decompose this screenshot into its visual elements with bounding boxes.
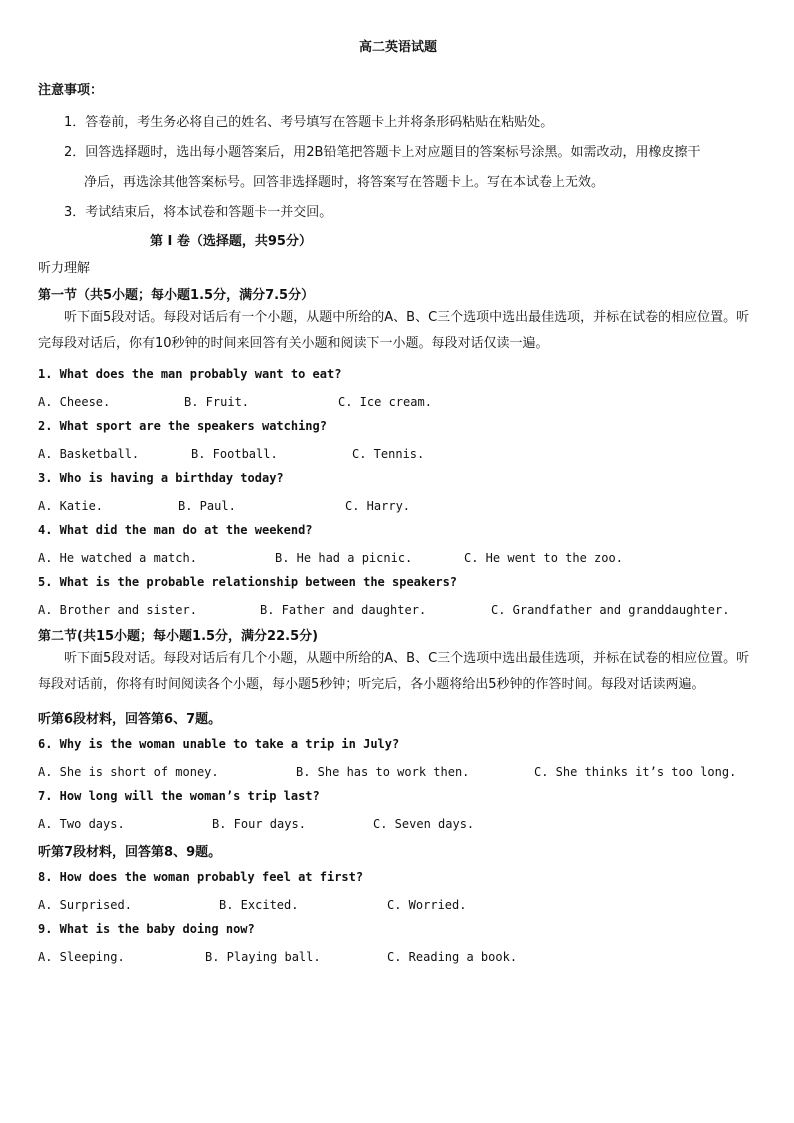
notice-item-2-cont: 净后，再选涂其他答案标号。回答非选择题时，将答案写在答题卡上。写在本试卷上无效。 <box>84 175 605 190</box>
notice-heading: 注意事项： <box>38 83 104 98</box>
option-b: B. Fruit. <box>184 395 250 409</box>
option-b: B. Paul. <box>178 499 236 513</box>
section-two-heading: 第二节(共15小题；每小题1.5分，满分22.5分) <box>38 629 319 644</box>
exam-page <box>38 36 758 964</box>
section-two-instruction: 听下面5段对话。每段对话后有几个小题，从题中所给的A、B、C三个选项中选出最佳选项，并标在试卷的相应位置。听每段对话前，你将有时间阅读各个小题，每小题5秒钟；听完后，各小题将给出5秒钟的作答时间。每段对话读两遍。 <box>38 651 750 692</box>
option-c: C. Seven days. <box>373 817 475 831</box>
question-4: 4. What did the man do at the weekend? <box>38 523 313 537</box>
question-7: 7. How long will the woman’s trip last? <box>38 789 320 803</box>
notice-item-3: 3．考试结束后，将本试卷和答题卡一并交回。 <box>64 205 333 220</box>
option-a: A. Basketball. <box>38 447 140 461</box>
options-5 <box>38 603 758 617</box>
question-5: 5. What is the probable relationship between the speakers? <box>38 575 458 589</box>
option-a: A. He watched a match. <box>38 551 197 565</box>
option-c: C. She thinks it’s too long. <box>534 765 737 779</box>
option-a: A. She is short of money. <box>38 765 219 779</box>
options-4 <box>38 551 758 565</box>
option-b: B. Four days. <box>212 817 306 831</box>
question-9: 9. What is the baby doing now? <box>38 922 255 936</box>
question-8: 8. How does the woman probably feel at first? <box>38 870 364 884</box>
options-2 <box>38 447 758 461</box>
option-c: C. He went to the zoo. <box>464 551 623 565</box>
option-b: B. She has to work then. <box>296 765 470 779</box>
question-3: 3. Who is having a birthday today? <box>38 471 284 485</box>
options-6 <box>38 765 758 779</box>
options-8 <box>38 898 758 912</box>
option-a: A. Cheese. <box>38 395 111 409</box>
notice-item-2: 2．回答选择题时，选出每小题答案后，用2B铅笔把答题卡上对应题目的答案标号涂黑。如需改动，用橡皮擦干 <box>64 145 701 160</box>
question-6: 6. Why is the woman unable to take a trip in July? <box>38 737 400 751</box>
option-b: B. Playing ball. <box>205 950 321 964</box>
option-c: C. Harry. <box>345 499 411 513</box>
notice-item-1: 1．答卷前，考生务必将自己的姓名、考号填写在答题卡上并将条形码粘贴在粘贴处。 <box>64 115 554 130</box>
option-c: C. Grandfather and granddaughter. <box>491 603 730 617</box>
option-a: A. Katie. <box>38 499 104 513</box>
material-7-heading: 听第7段材料，回答第8、9题。 <box>38 845 222 860</box>
listening-heading: 听力理解 <box>38 261 91 276</box>
option-b: B. Football. <box>191 447 278 461</box>
options-9 <box>38 950 758 964</box>
question-2: 2. What sport are the speakers watching? <box>38 419 327 433</box>
section-one-instruction: 听下面5段对话。每段对话后有一个小题，从题中所给的A、B、C三个选项中选出最佳选项，并标在试卷的相应位置。听完每段对话后，你有10秒钟的时间来回答有关小题和阅读下一小题。每段对话仅读一遍。 <box>38 310 750 351</box>
material-6-heading: 听第6段材料，回答第6、7题。 <box>38 712 222 727</box>
option-a: A. Sleeping. <box>38 950 125 964</box>
option-c: C. Ice cream. <box>338 395 432 409</box>
section-one-heading: 第一节（共5小题；每小题1.5分，满分7.5分） <box>38 288 315 303</box>
options-7 <box>38 817 758 831</box>
page-title: 高二英语试题 <box>358 40 437 55</box>
option-a: A. Surprised. <box>38 898 132 912</box>
options-3 <box>38 499 758 513</box>
option-b: B. He had a picnic. <box>275 551 413 565</box>
option-a: A. Two days. <box>38 817 125 831</box>
option-c: C. Tennis. <box>352 447 425 461</box>
question-1: 1. What does the man probably want to eat? <box>38 367 342 381</box>
option-b: B. Father and daughter. <box>260 603 427 617</box>
option-b: B. Excited. <box>219 898 299 912</box>
notice-list <box>38 108 758 228</box>
option-a: A. Brother and sister. <box>38 603 197 617</box>
option-c: C. Reading a book. <box>387 950 518 964</box>
options-1 <box>38 395 758 409</box>
part-one-heading: 第 Ⅰ 卷（选择题，共95分） <box>150 234 312 249</box>
option-c: C. Worried. <box>387 898 467 912</box>
